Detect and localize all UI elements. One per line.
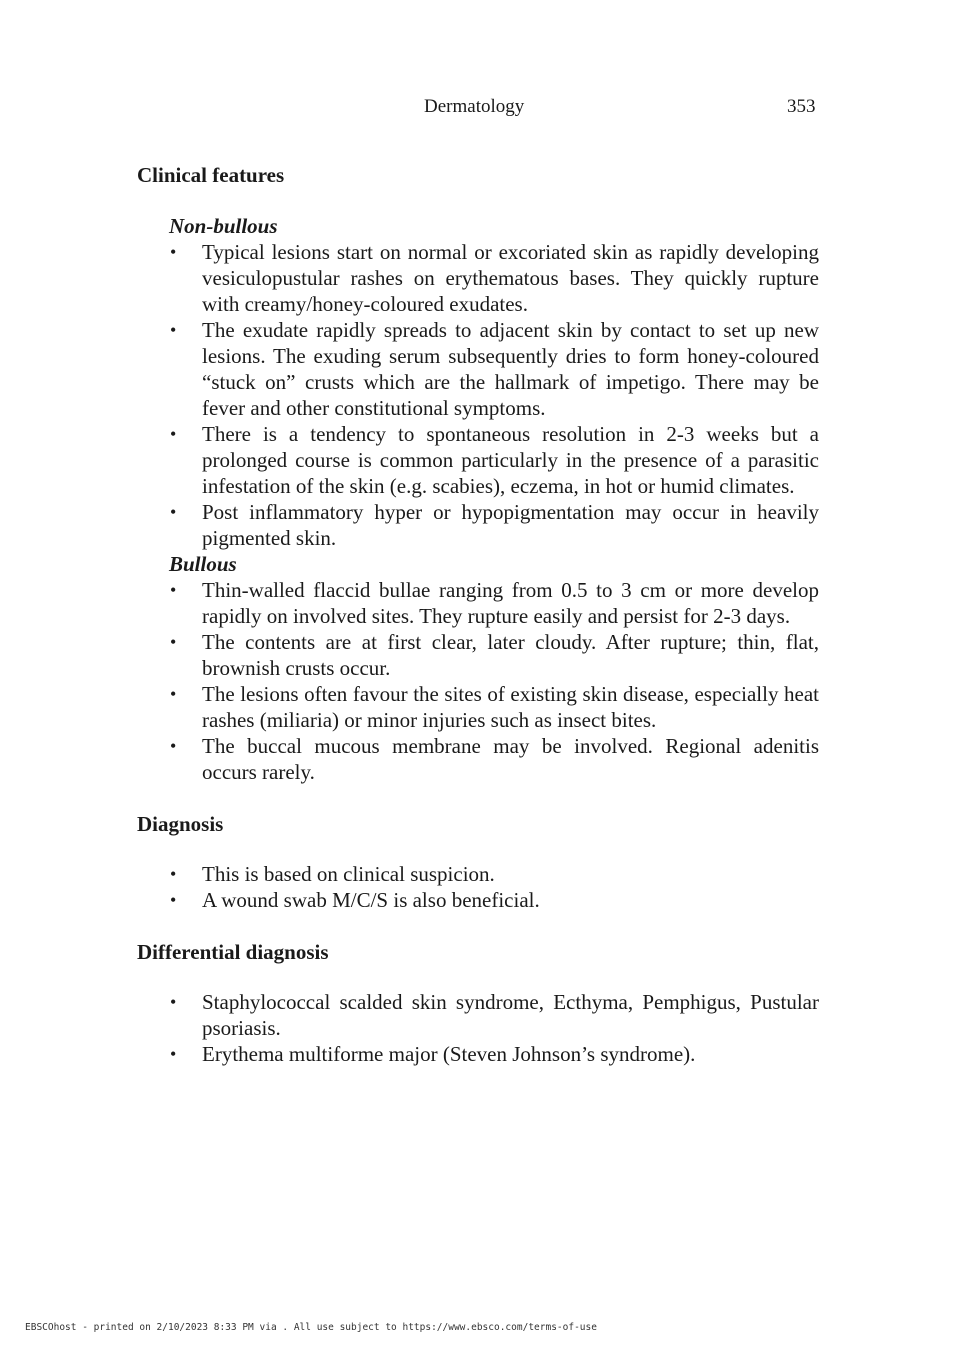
list-item [137, 421, 819, 499]
section-heading-clinical-features: Clinical features [137, 163, 285, 187]
list-item-text: There is a tendency to spontaneous resolution in 2-3 weeks but a prolonged course is common particularly in the presence of a parasitic infestation of the skin (e.g. scabies), eczema, in hot or humid climates. [202, 422, 819, 498]
list-item [137, 681, 819, 733]
diagnosis-list [137, 861, 819, 913]
list-item-text: Post inflammatory hyper or hypopigmentation may occur in heavily pigmented skin. [202, 500, 819, 550]
bullet-icon: • [170, 580, 177, 600]
subheading-non-bullous: Non-bullous [169, 214, 278, 238]
bullet-icon: • [170, 502, 177, 522]
list-item-text: This is based on clinical suspicion. [202, 862, 495, 886]
bullous-list [137, 577, 819, 785]
bullet-icon: • [170, 1044, 177, 1064]
list-item [137, 239, 819, 317]
subheading-bullous: Bullous [169, 552, 237, 576]
list-item-text: Thin-walled flaccid bullae ranging from 0.5 to 3 cm or more develop rapidly on involved sites. They rupture easily and persist for 2-3 days. [202, 578, 819, 628]
list-item [137, 989, 819, 1041]
bullet-icon: • [170, 992, 177, 1012]
list-item [137, 887, 819, 913]
list-item [137, 629, 819, 681]
list-item-text: The contents are at first clear, later cloudy. After rupture; thin, flat, brownish crusts occur. [202, 630, 819, 680]
bullet-icon: • [170, 242, 177, 262]
print-footer: EBSCOhost - printed on 2/10/2023 8:33 PM via . All use subject to https://www.ebsco.com/terms-of-use [25, 1322, 597, 1333]
non-bullous-list [137, 239, 819, 551]
bullet-icon: • [170, 424, 177, 444]
differential-diagnosis-list [137, 989, 819, 1067]
bullet-icon: • [170, 684, 177, 704]
list-item-text: Typical lesions start on normal or excoriated skin as rapidly developing vesiculopustular rashes on erythematous bases. They quickly rupture with creamy/honey-coloured exudates. [202, 240, 819, 316]
list-item-text: The exudate rapidly spreads to adjacent skin by contact to set up new lesions. The exuding serum subsequently dries to form honey-coloured “stuck on” crusts which are the hallmark of impetigo. There may be fever and other constitutional symptoms. [202, 318, 819, 420]
list-item [137, 1041, 819, 1067]
running-head-title: Dermatology [424, 96, 525, 117]
section-heading-diagnosis: Diagnosis [137, 812, 224, 836]
list-item [137, 577, 819, 629]
list-item-text: The buccal mucous membrane may be involved. Regional adenitis occurs rarely. [202, 734, 819, 784]
list-item [137, 317, 819, 421]
bullet-icon: • [170, 320, 177, 340]
list-item-text: Erythema multiforme major (Steven Johnson’s syndrome). [202, 1042, 696, 1066]
page-body [137, 160, 819, 1067]
bullet-icon: • [170, 890, 177, 910]
running-head [0, 96, 955, 122]
list-item [137, 733, 819, 785]
section-heading-differential-diagnosis: Differential diagnosis [137, 940, 329, 964]
list-item [137, 499, 819, 551]
list-item [137, 861, 819, 887]
bullet-icon: • [170, 632, 177, 652]
list-item-text: The lesions often favour the sites of existing skin disease, especially heat rashes (miliaria) or minor injuries such as insect bites. [202, 682, 819, 732]
page-number: 353 [787, 96, 816, 117]
bullet-icon: • [170, 736, 177, 756]
bullet-icon: • [170, 864, 177, 884]
list-item-text: A wound swab M/C/S is also beneficial. [202, 888, 540, 912]
list-item-text: Staphylococcal scalded skin syndrome, Ecthyma, Pemphigus, Pustular psoriasis. [202, 990, 819, 1040]
